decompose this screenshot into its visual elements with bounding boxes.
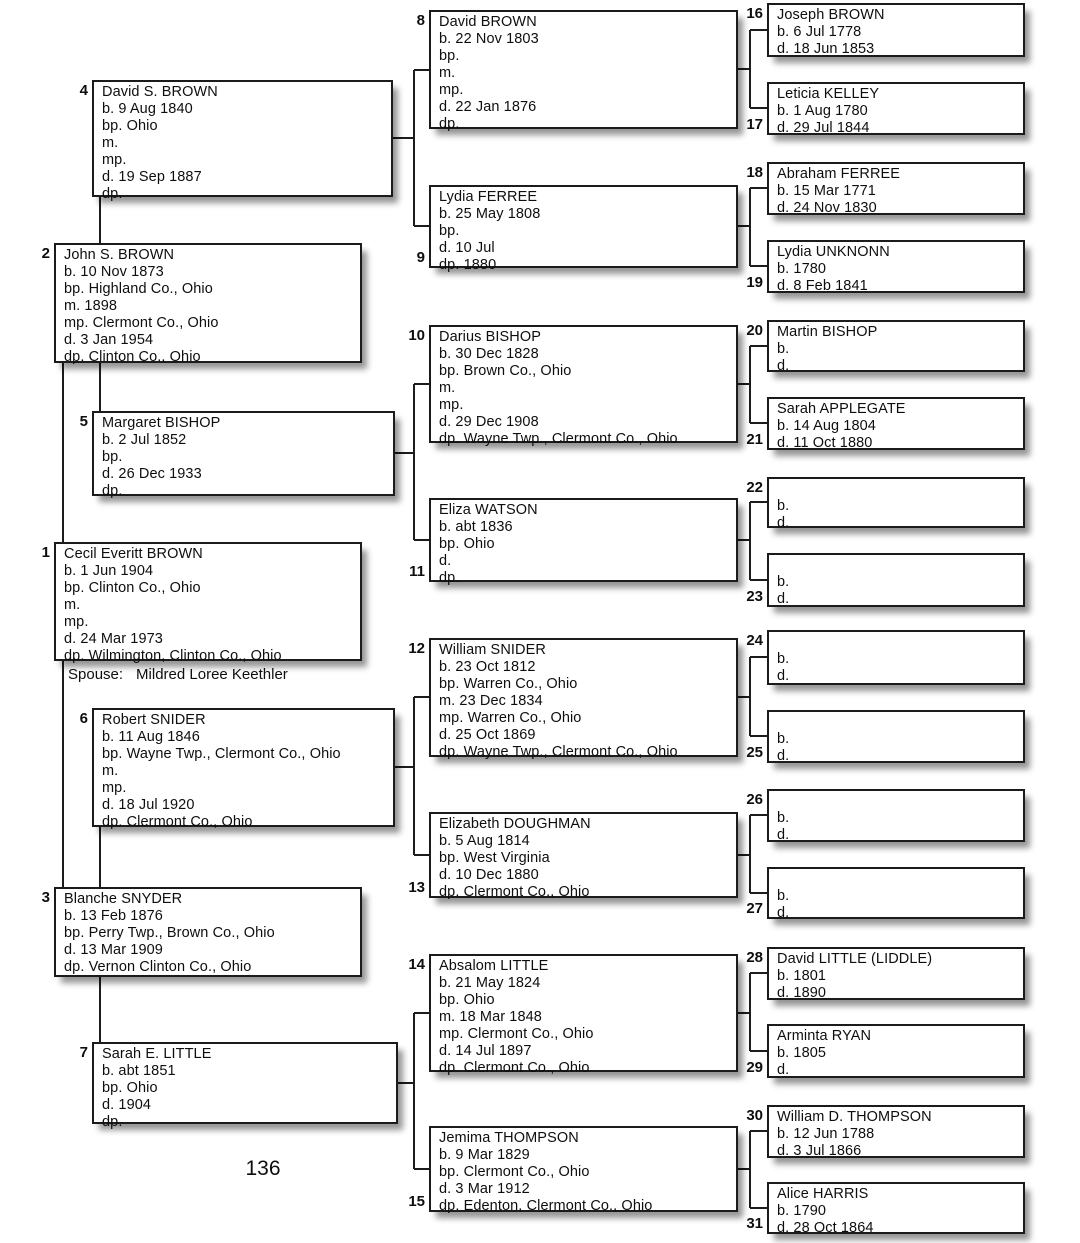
person-box-15: [429, 1126, 738, 1212]
person-number-24: 24: [746, 632, 763, 649]
person-number-12: 12: [408, 640, 425, 657]
person-name: Lydia UNKNONN: [777, 244, 890, 260]
person-number-10: 10: [408, 327, 425, 344]
person-box-29: [767, 1024, 1025, 1078]
person-name: Abraham FERREE: [777, 166, 901, 182]
person-box-13: [429, 812, 738, 898]
person-number-26: 26: [746, 791, 763, 808]
person-field: b. 14 Aug 1804: [777, 418, 876, 434]
person-name: [777, 634, 1019, 651]
person-field: d. 18 Jul 1920: [102, 797, 195, 813]
person-field: bp. Ohio: [102, 1080, 158, 1096]
person-field: b. 1780: [777, 261, 827, 277]
person-field: b. 1790: [777, 1203, 827, 1219]
person-box-23: [767, 553, 1025, 607]
person-field: b.: [777, 574, 790, 590]
person-name: Robert SNIDER: [102, 712, 206, 728]
person-field: d. 3 Mar 1912: [439, 1181, 530, 1197]
person-field: b. 2 Jul 1852: [102, 432, 187, 448]
person-number-6: 6: [79, 710, 88, 727]
person-number-14: 14: [408, 956, 425, 973]
person-name: [777, 557, 1019, 574]
person-field: bp. Clermont Co., Ohio: [439, 1164, 590, 1180]
person-field: b. 15 Mar 1771: [777, 183, 876, 199]
person-box-8: [429, 10, 738, 132]
person-name: Sarah APPLEGATE: [777, 401, 906, 417]
person-number-5: 5: [79, 413, 88, 430]
person-number-1: 1: [41, 544, 50, 561]
person-field: bp.: [439, 223, 460, 239]
person-box-21: [767, 397, 1025, 450]
page-number: 136: [245, 1157, 281, 1180]
person-name: Jemima THOMPSON: [439, 1130, 579, 1146]
person-name: Margaret BISHOP: [102, 415, 221, 431]
person-field: d.: [777, 515, 790, 531]
person-field: dp. Vernon Clinton Co., Ohio: [64, 959, 252, 975]
person-box-17: [767, 82, 1025, 135]
person-field: b.: [777, 810, 790, 826]
person-field: dp.: [102, 1114, 123, 1130]
person-field: b. 6 Jul 1778: [777, 24, 862, 40]
person-box-18: [767, 162, 1025, 215]
person-field: d.: [439, 553, 452, 569]
person-field: m.: [102, 135, 119, 151]
person-number-27: 27: [746, 900, 763, 917]
person-box-3: [54, 887, 362, 977]
person-number-4: 4: [79, 82, 88, 99]
person-field: b.: [777, 498, 790, 514]
person-number-18: 18: [746, 164, 763, 181]
person-field: b. 10 Nov 1873: [64, 264, 164, 280]
person-field: bp. West Virginia: [439, 850, 550, 866]
person-name: Alice HARRIS: [777, 1186, 869, 1202]
person-field: bp. Ohio: [439, 536, 495, 552]
person-name: William SNIDER: [439, 642, 546, 658]
person-name: Lydia FERREE: [439, 189, 538, 205]
person-box-28: [767, 947, 1025, 1000]
person-field: dp. Wayne Twp., Clermont Co., Ohio: [439, 744, 678, 760]
person-field: m.: [439, 380, 456, 396]
person-field: b. 9 Aug 1840: [102, 101, 193, 117]
person-box-27: [767, 867, 1025, 919]
person-number-25: 25: [746, 744, 763, 761]
person-field: b. 1801: [777, 968, 827, 984]
person-number-31: 31: [746, 1215, 763, 1232]
person-field: mp.: [439, 82, 464, 98]
person-name: [777, 793, 1019, 810]
person-number-15: 15: [408, 1193, 425, 1210]
person-field: d. 24 Mar 1973: [64, 631, 163, 647]
person-name: William D. THOMPSON: [777, 1109, 932, 1125]
person-name: Martin BISHOP: [777, 324, 878, 340]
person-field: dp. Edenton, Clermont Co., Ohio: [439, 1198, 653, 1214]
person-field: d. 29 Dec 1908: [439, 414, 539, 430]
person-field: d. 29 Jul 1844: [777, 120, 870, 136]
person-field: d.: [777, 1062, 790, 1078]
person-name: Leticia KELLEY: [777, 86, 880, 102]
person-number-7: 7: [79, 1044, 88, 1061]
person-field: bp. Ohio: [102, 118, 158, 134]
person-field: bp. Highland Co., Ohio: [64, 281, 213, 297]
person-field: b. 13 Feb 1876: [64, 908, 163, 924]
person-field: bp.: [439, 48, 460, 64]
person-field: mp.: [102, 780, 127, 796]
person-field: b.: [777, 888, 790, 904]
person-number-16: 16: [746, 5, 763, 22]
person-field: dp. 1880: [439, 257, 497, 273]
person-number-20: 20: [746, 322, 763, 339]
person-field: d. 13 Mar 1909: [64, 942, 163, 958]
person-box-25: [767, 710, 1025, 763]
person-field: mp. Clermont Co., Ohio: [64, 315, 219, 331]
person-number-29: 29: [746, 1059, 763, 1076]
person-field: dp.: [439, 570, 460, 586]
person-field: b. 25 May 1808: [439, 206, 541, 222]
person-field: mp.: [64, 614, 89, 630]
person-box-6: [92, 708, 395, 830]
person-field: d. 1904: [102, 1097, 152, 1113]
person-field: mp.: [439, 397, 464, 413]
person-name: [777, 871, 1019, 888]
person-name: Sarah E. LITTLE: [102, 1046, 212, 1062]
person-box-31: [767, 1182, 1025, 1234]
person-field: dp. Clermont Co., Ohio: [439, 1060, 590, 1076]
person-box-11: [429, 498, 738, 586]
person-box-7: [92, 1042, 398, 1130]
person-field: d.: [777, 905, 790, 921]
person-field: b. 1805: [777, 1045, 827, 1061]
person-name: Absalom LITTLE: [439, 958, 549, 974]
person-box-4: [92, 80, 393, 202]
person-number-13: 13: [408, 879, 425, 896]
person-field: d. 10 Jul: [439, 240, 495, 256]
person-name: John S. BROWN: [64, 247, 175, 263]
person-field: d.: [777, 748, 790, 764]
person-field: d. 1890: [777, 985, 827, 1001]
person-field: d. 11 Oct 1880: [777, 435, 873, 451]
person-field: d. 28 Oct 1864: [777, 1220, 874, 1236]
person-field: dp. Clinton Co., Ohio: [64, 349, 201, 365]
person-box-19: [767, 240, 1025, 293]
spouse-name: Mildred Loree Keethler: [136, 666, 288, 683]
spouse-line: [68, 666, 288, 684]
person-box-14: [429, 954, 738, 1076]
person-name: Cecil Everitt BROWN: [64, 546, 203, 562]
person-field: d. 24 Nov 1830: [777, 200, 877, 216]
person-field: bp. Brown Co., Ohio: [439, 363, 572, 379]
person-field: m.: [64, 597, 81, 613]
person-field: dp.: [439, 116, 460, 132]
person-number-19: 19: [746, 274, 763, 291]
person-name: [777, 481, 1019, 498]
person-field: m. 18 Mar 1848: [439, 1009, 542, 1025]
person-field: b. 23 Oct 1812: [439, 659, 536, 675]
person-field: mp.: [102, 152, 127, 168]
person-name: Joseph BROWN: [777, 7, 885, 23]
person-field: bp.: [102, 449, 123, 465]
person-field: m.: [102, 763, 119, 779]
person-number-28: 28: [746, 949, 763, 966]
person-field: b.: [777, 731, 790, 747]
person-name: [777, 714, 1019, 731]
person-field: mp. Clermont Co., Ohio: [439, 1026, 594, 1042]
person-name: Arminta RYAN: [777, 1028, 872, 1044]
person-number-22: 22: [746, 479, 763, 496]
person-name: David S. BROWN: [102, 84, 218, 100]
person-box-9: [429, 185, 738, 273]
person-name: Darius BISHOP: [439, 329, 542, 345]
person-name: David BROWN: [439, 14, 537, 30]
person-field: bp. Ohio: [439, 992, 495, 1008]
person-field: mp. Warren Co., Ohio: [439, 710, 582, 726]
person-box-20: [767, 320, 1025, 372]
person-field: b. 1 Jun 1904: [64, 563, 154, 579]
person-field: b.: [777, 341, 790, 357]
person-name: Blanche SNYDER: [64, 891, 183, 907]
person-field: b. 21 May 1824: [439, 975, 541, 991]
person-field: d. 14 Jul 1897: [439, 1043, 532, 1059]
person-field: d. 8 Feb 1841: [777, 278, 868, 294]
person-box-5: [92, 411, 395, 499]
person-number-23: 23: [746, 588, 763, 605]
person-field: d. 3 Jul 1866: [777, 1143, 862, 1159]
person-name: Eliza WATSON: [439, 502, 538, 518]
person-field: d.: [777, 591, 790, 607]
person-field: bp. Wayne Twp., Clermont Co., Ohio: [102, 746, 341, 762]
person-field: bp. Clinton Co., Ohio: [64, 580, 201, 596]
person-field: d.: [777, 827, 790, 843]
person-field: b. 1 Aug 1780: [777, 103, 868, 119]
person-field: d. 26 Dec 1933: [102, 466, 202, 482]
person-field: b. abt 1851: [102, 1063, 176, 1079]
person-box-26: [767, 789, 1025, 842]
person-field: b.: [777, 651, 790, 667]
person-field: b. 12 Jun 1788: [777, 1126, 875, 1142]
person-field: d.: [777, 668, 790, 684]
person-field: bp. Warren Co., Ohio: [439, 676, 578, 692]
person-number-2: 2: [41, 245, 50, 262]
person-field: dp.: [102, 483, 123, 499]
person-box-2: [54, 243, 362, 363]
person-box-30: [767, 1105, 1025, 1158]
person-field: d. 3 Jan 1954: [64, 332, 154, 348]
person-number-3: 3: [41, 889, 50, 906]
person-box-22: [767, 477, 1025, 531]
person-field: b. 22 Nov 1803: [439, 31, 539, 47]
person-field: m. 1898: [64, 298, 118, 314]
person-field: dp. Clermont Co., Ohio: [102, 814, 253, 830]
person-field: m.: [439, 65, 456, 81]
person-field: dp. Clermont Co., Ohio: [439, 884, 590, 900]
person-number-11: 11: [409, 563, 425, 580]
person-box-12: [429, 638, 738, 760]
person-name: Elizabeth DOUGHMAN: [439, 816, 591, 832]
person-field: b. abt 1836: [439, 519, 513, 535]
person-box-1: [54, 542, 362, 664]
person-number-8: 8: [416, 12, 425, 29]
person-number-21: 21: [746, 431, 763, 448]
person-number-30: 30: [746, 1107, 763, 1124]
person-field: d.: [777, 358, 790, 374]
person-field: m. 23 Dec 1834: [439, 693, 543, 709]
person-field: dp.: [102, 186, 123, 202]
person-field: d. 22 Jan 1876: [439, 99, 537, 115]
person-field: dp. Wilmington, Clinton Co., Ohio: [64, 648, 282, 664]
person-field: d. 25 Oct 1869: [439, 727, 536, 743]
person-field: b. 5 Aug 1814: [439, 833, 530, 849]
person-field: b. 11 Aug 1846: [102, 729, 200, 745]
person-field: d. 19 Sep 1887: [102, 169, 202, 185]
person-name: David LITTLE (LIDDLE): [777, 951, 933, 967]
person-box-16: [767, 3, 1025, 57]
person-box-24: [767, 630, 1025, 685]
spouse-label: Spouse:: [68, 666, 124, 683]
person-field: bp. Perry Twp., Brown Co., Ohio: [64, 925, 275, 941]
person-field: b. 9 Mar 1829: [439, 1147, 530, 1163]
person-field: d. 18 Jun 1853: [777, 41, 875, 57]
person-field: b. 30 Dec 1828: [439, 346, 539, 362]
person-field: dp. Wayne Twp., Clermont Co., Ohio: [439, 431, 678, 447]
person-field: d. 10 Dec 1880: [439, 867, 539, 883]
person-number-9: 9: [416, 249, 425, 266]
person-box-10: [429, 325, 738, 447]
person-number-17: 17: [746, 116, 763, 133]
